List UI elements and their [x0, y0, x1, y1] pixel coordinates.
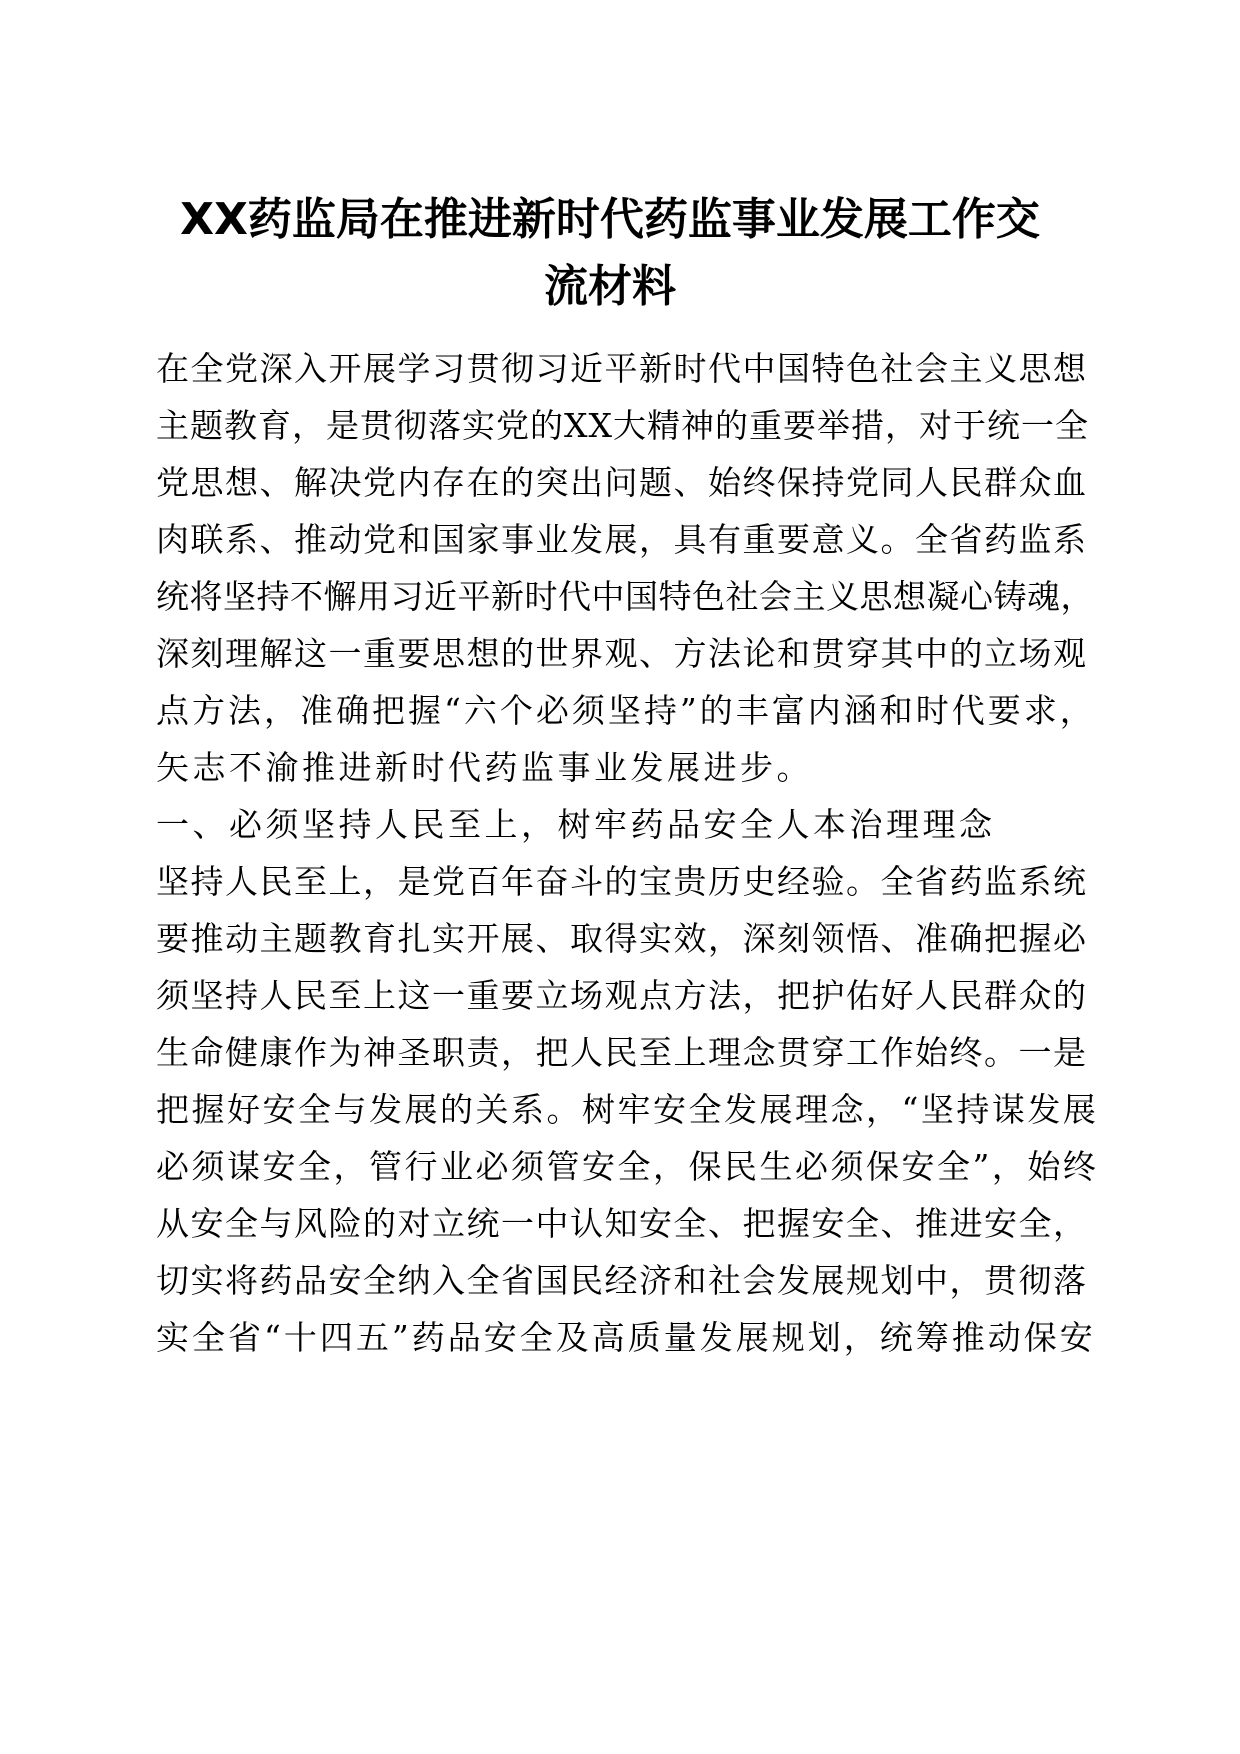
body-line-4: 肉联系、推动党和国家事业发展，具有重要意义。全省药监系 — [156, 520, 1088, 559]
body-line-11: 要推动主题教育扎实开展、取得实效，深刻领悟、准确把握必 — [156, 919, 1088, 958]
body-line-7: 点方法，准确把握“六个必须坚持”的丰富内涵和时代要求， — [156, 691, 1096, 730]
body-line-2: 主题教育，是贯彻落实党的XX大精神的重要举措，对于统一全 — [156, 406, 1089, 445]
body-line-13: 生命健康作为神圣职责，把人民至上理念贯穿工作始终。一是 — [156, 1033, 1088, 1072]
body-line-12: 须坚持人民至上这一重要立场观点方法，把护佑好人民群众的 — [156, 976, 1088, 1015]
body-line-1: 在全党深入开展学习贯彻习近平新时代中国特色社会主义思想 — [156, 349, 1088, 388]
body-line-16: 从安全与风险的对立统一中认知安全、把握安全、推进安全， — [156, 1204, 1088, 1243]
body-line-6: 深刻理解这一重要思想的世界观、方法论和贯穿其中的立场观 — [156, 634, 1088, 673]
body-line-15: 必须谋安全，管行业必须管安全，保民生必须保安全”，始终 — [156, 1147, 1099, 1186]
body-line-18: 实全省“十四五”药品安全及高质量发展规划，统筹推动保安 — [156, 1318, 1096, 1357]
document-title-line-2: 流材料 — [544, 261, 676, 312]
document-title-line-1: XX药监局在推进新时代药监事业发展工作交 — [180, 194, 1040, 245]
body-line-10: 坚持人民至上，是党百年奋斗的宝贵历史经验。全省药监系统 — [156, 862, 1088, 901]
body-line-8: 矢志不渝推进新时代药监事业发展进步。 — [156, 748, 813, 787]
body-line-17: 切实将药品安全纳入全省国民经济和社会发展规划中，贯彻落 — [156, 1261, 1088, 1300]
body-line-14: 把握好安全与发展的关系。树牢安全发展理念，“坚持谋发展 — [156, 1090, 1099, 1129]
body-line-5: 统将坚持不懈用习近平新时代中国特色社会主义思想凝心铸魂， — [156, 577, 1094, 616]
section-heading-1: 一、必须坚持人民至上，树牢药品安全人本治理理念 — [156, 805, 996, 844]
body-line-3: 党思想、解决党内存在的突出问题、始终保持党同人民群众血 — [156, 463, 1088, 502]
